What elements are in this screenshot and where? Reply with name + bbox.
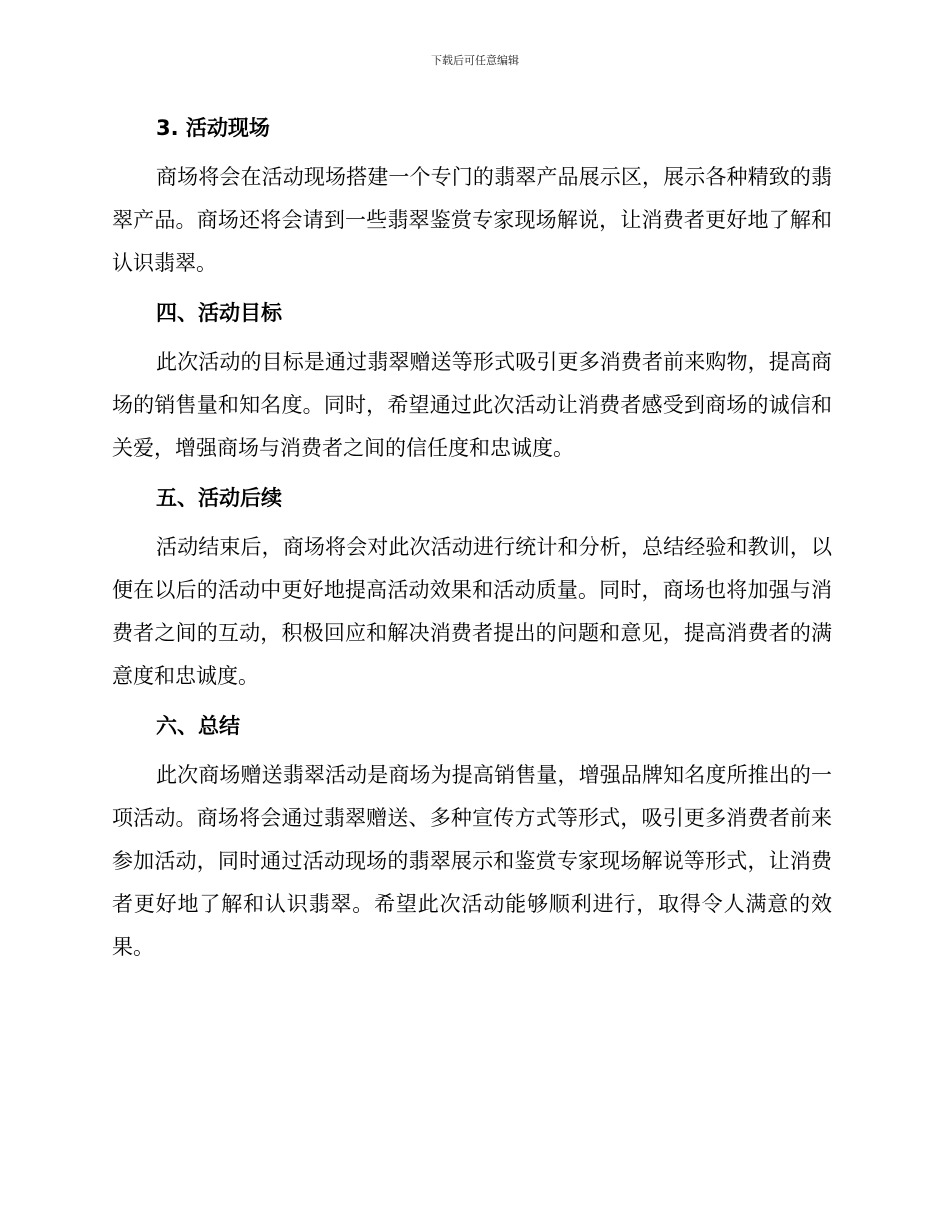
section-paragraph-follow-up: 活动结束后，商场将会对此次活动进行统计和分析，总结经验和教训，以便在以后的活动中更好地提高活动效果和活动质量。同时，商场也将加强与消费者之间的互动，积极回应和解决消费者提出的问题和意见，提高消费者的满意度和忠诚度。 <box>112 535 832 688</box>
section-heading-summary: 六、总结 <box>156 714 240 738</box>
section-paragraph-summary: 此次商场赠送翡翠活动是商场为提高销售量，增强品牌知名度所推出的一项活动。商场将会通过翡翠赠送、多种宣传方式等形式，吸引更多消费者前来参加活动，同时通过活动现场的翡翠展示和鉴赏专家现场解说等形式，让消费者更好地了解和认识翡翠。希望此次活动能够顺利进行，取得令人满意的效果。 <box>112 763 832 959</box>
section-heading-follow-up: 五、活动后续 <box>156 486 282 510</box>
section-heading-activity-goals: 四、活动目标 <box>156 301 282 325</box>
section-heading-activity-site: 3. 活动现场 <box>156 116 270 140</box>
document-body <box>112 108 832 977</box>
section-paragraph-activity-goals: 此次活动的目标是通过翡翠赠送等形式吸引更多消费者前来购物，提高商场的销售量和知名度。同时，希望通过此次活动让消费者感受到商场的诚信和关爱，增强商场与消费者之间的信任度和忠诚度。 <box>112 350 832 460</box>
page-header-note: 下载后可任意编辑 <box>431 54 519 67</box>
section-paragraph-activity-site: 商场将会在活动现场搭建一个专门的翡翠产品展示区，展示各种精致的翡翠产品。商场还将会请到一些翡翠鉴赏专家现场解说，让消费者更好地了解和认识翡翠。 <box>112 165 832 275</box>
